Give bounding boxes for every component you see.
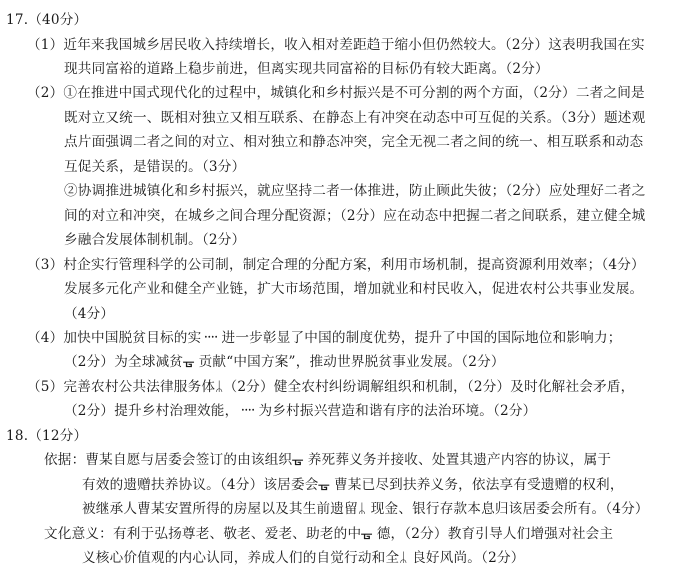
q17-part1-line2: 现共同富裕的道路上稳步前进，但离实现共同富裕的目标仍有较大距离。（2分）: [64, 60, 549, 77]
q17-part5-line1: （5）完善农村公共法律服务体ᛦ（2分）健全农村纠纷调解组织和机制，（2分）及时化解社会矛盾，: [27, 378, 635, 395]
q17-part4-line2: （2分）为全球减贫ᚗ 贡献“中国方案”，推动世界脱贫事业发展。（2分）: [64, 354, 505, 371]
q17-part2-line6: 间的对立和冲突，在城乡之间合理分配资源；（2分）应在动态中把握二者之间联系，建立健全城: [64, 207, 646, 224]
q18-basis-line3: 被继承人曹某安置所得的房屋以及其生前遗留ᛦ 现金、银行存款本息归该居委会所有。（4分）: [82, 501, 649, 518]
q18-basis-line2: 有效的遗赠扶养协议。（4分）该居委会ᚗ 曹某已尽到扶养义务，依法享有受遗赠的权利，: [82, 476, 624, 493]
q17-part2-line2: 既对立又统一、既相对独立又相互联系、在静态上有冲突在动态中可互促的关系。（3分）题述观: [64, 109, 646, 126]
q17-part3-line1: （3）村企实行管理科学的公司制，制定合理的分配方案，利用市场机制，提高资源利用效率；（4分）: [27, 256, 645, 273]
q17-part5-line2: （2分）提升乡村治理效能，᠁ 为乡村振兴营造和谐有序的法治环境。（2分）: [64, 403, 537, 420]
q18-basis-line1: 依据：曹某自愿与居委会签订的由该组织ᚗ 养死葬义务并接收、处置其遗产内容的协议，属于: [44, 452, 612, 469]
q17-part3-line3: （4分）: [64, 305, 115, 322]
q17-part3-line2: 发展多元化产业和健全产业链，扩大市场范围，增加就业和村民收入，促进农村公共事业发展。: [64, 281, 644, 297]
q18-culture-line1: 文化意义：有利于弘扬尊老、敬老、爱老、助老的中ᚗ 德，（2分）教育引导人们增强对社会主: [44, 525, 614, 542]
q17-part1-line1: （1）近年来我国城乡居民收入持续增长，收入相对差距趋于缩小但仍然较大。（2分）这表明我国在实: [27, 36, 645, 53]
question-17-header: 17.（40分）: [6, 12, 88, 28]
question-18-header: 18.（12分）: [6, 427, 88, 444]
q17-part4-line1: （4）加快中国脱贫目标的实᠁ 进一步彰显了中国的制度优势，提升了中国的国际地位和影响力；: [27, 329, 622, 346]
q17-part2-line4: 互促关系，是错误的。（3分）: [64, 158, 246, 175]
q18-culture-line2: 义核心价值观的内心认同，养成人们的自觉行动和全ᛦ 良好风尚。（2分）: [82, 550, 525, 566]
q17-part2-line7: 乡融合发展体制机制。（2分）: [64, 232, 246, 249]
q17-part2-line1: （2）①在推进中国式现代化的过程中，城镇化和乡村振兴是不可分割的两个方面，（2分）二者之间是: [27, 85, 645, 102]
q17-part2-line3: 点片面强调二者之间的对立、相对独立和静态冲突，完全无视二者之间的统一、相互联系和动态: [64, 134, 644, 151]
q17-part2-line5: ②协调推进城镇化和乡村振兴，就应坚持二者一体推进，防止顾此失彼；（2分）应处理好二者之: [64, 183, 646, 200]
